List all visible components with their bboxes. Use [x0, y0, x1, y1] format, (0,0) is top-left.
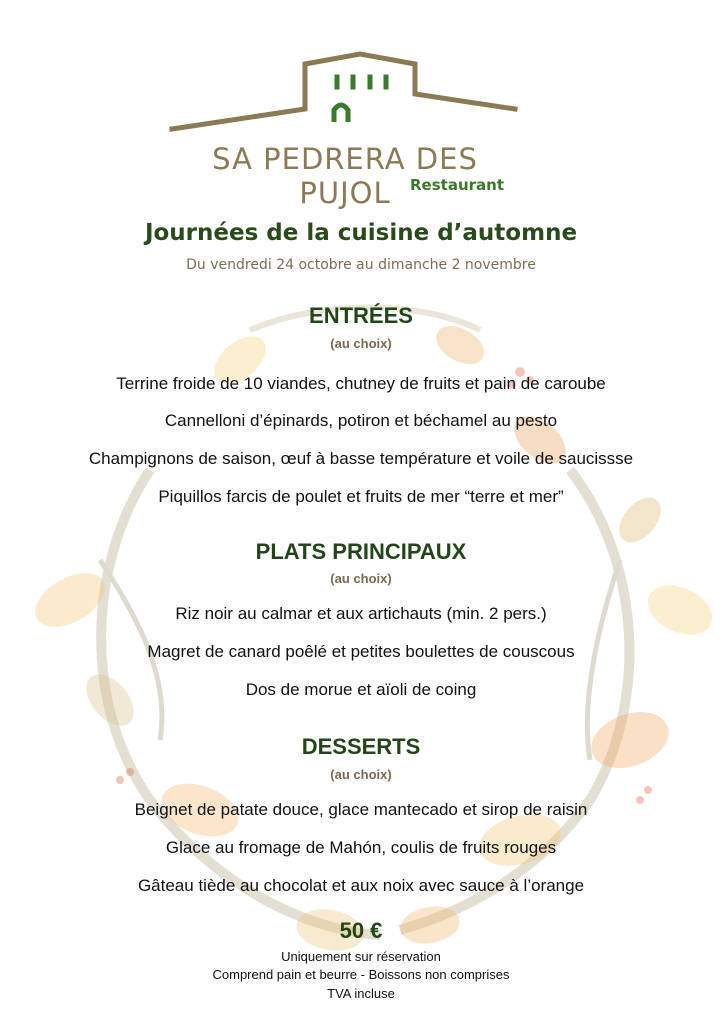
menu-item: Cannelloni d’épinards, potiron et béchamel au pesto — [164, 411, 558, 430]
footer-note: Comprend pain et beurre - Boissons non comprises — [212, 967, 510, 982]
section-title-entrees: ENTRÉES — [309, 303, 413, 328]
menu-item: Dos de morue et aïoli de coing — [245, 680, 477, 699]
menu-item: Piquillos farcis de poulet et fruits de mer “terre et mer” — [158, 487, 564, 506]
menu-item: Gâteau tiède au chocolat et aux noix avec sauce à l’orange — [137, 876, 585, 895]
menu-item: Terrine froide de 10 viandes, chutney de fruits et pain de caroube — [116, 374, 606, 393]
menu-item: Glace au fromage de Mahón, coulis de fruits rouges — [165, 838, 557, 857]
page-title: Journées de la cuisine d’automne — [144, 220, 578, 246]
logo-subtitle: Restaurant — [410, 176, 504, 194]
footer-note: Uniquement sur réservation — [281, 949, 441, 964]
section-title-desserts: DESSERTS — [301, 734, 421, 759]
section-title-plats: PLATS PRINCIPAUX — [255, 539, 467, 564]
logo-wordmark: SA PEDRERA DES PUJOL — [212, 142, 478, 210]
restaurant-logo — [160, 44, 530, 210]
section-note-plats: (au choix) — [330, 571, 392, 586]
footer-note: TVA incluse — [327, 986, 395, 1001]
farmhouse-logo-icon — [160, 44, 530, 144]
page-subtitle: Du vendredi 24 octobre au dimanche 2 novembre — [186, 257, 536, 273]
menu-price: 50 € — [339, 918, 383, 943]
section-note-entrees: (au choix) — [330, 336, 392, 351]
menu-item: Champignons de saison, œuf à basse température et voile de saucissse — [88, 449, 634, 468]
menu-item: Magret de canard poêlé et petites boulettes de couscous — [147, 642, 575, 661]
section-note-desserts: (au choix) — [330, 767, 392, 782]
menu-item: Riz noir au calmar et aux artichauts (min. 2 pers.) — [175, 604, 547, 623]
menu-item: Beignet de patate douce, glace mantecado et sirop de raisin — [134, 800, 588, 819]
